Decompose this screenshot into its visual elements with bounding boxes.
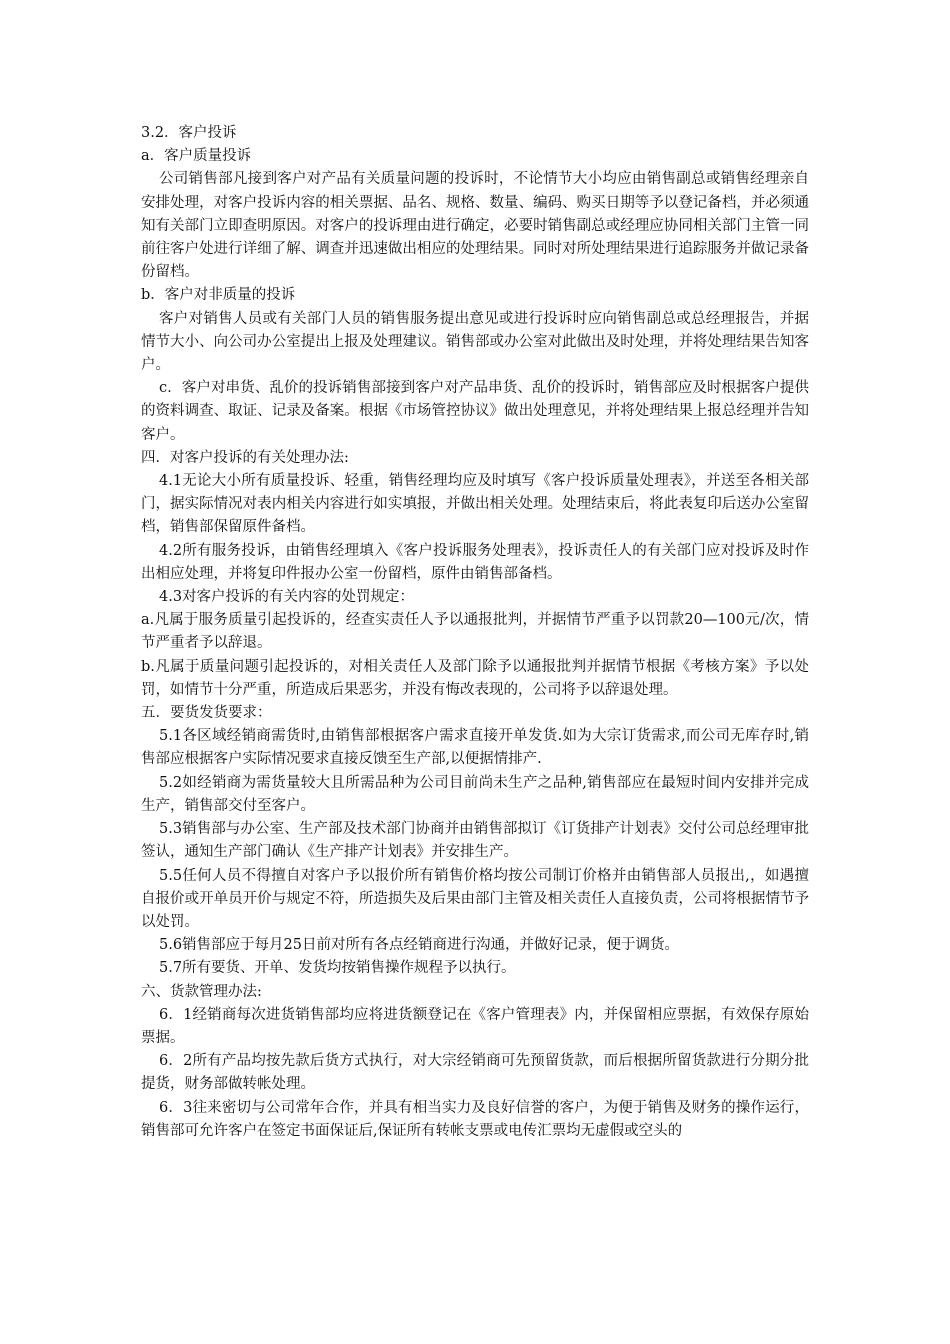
subheading-quality-complaint: a．客户质量投诉 xyxy=(141,148,252,165)
paragraph-4-3-b: b.凡属于质量问题引起投诉的，对相关责任人及部门除予以通报批判并据情节根据《考核方案》予以处罚，如情节十分严重，所造成后果恶劣，并没有悔改表现的，公司将予以辞退处理。 xyxy=(141,658,809,698)
subheading-non-quality-complaint: b．客户对非质量的投诉 xyxy=(141,287,296,304)
section-heading-5: 五．要货发货要求： xyxy=(141,705,272,722)
paragraph-4-2: 4.2所有服务投诉，由销售经理填入《客户投诉服务处理表》，投诉责任人的有关部门应对投诉及时作出相应处理，并将复印件报办公室一份留档，原件由销售部备档。 xyxy=(141,542,809,582)
paragraph-5-3: 5.3销售部与办公室、生产部及技术部门协商并由销售部拟订《订货排产计划表》交付公司总经理审批签认，通知生产部门确认《生产排产计划表》并安排生产。 xyxy=(141,821,809,861)
paragraph-5-1: 5.1各区域经销商需货时,由销售部根据客户需求直接开单发货.如为大宗订货需求,而公司无库存时,销售部应根据客户实际情况要求直接反馈至生产部,以便据情排产. xyxy=(141,728,809,768)
paragraph-non-quality-complaint: 客户对销售人员或有关部门人员的销售服务提出意见或进行投诉时应向销售副总或总经理报告，并据情节大小、向公司办公室提出上报及处理建议。销售部或办公室对此做出及时处理，并将处理结果告知客户。 xyxy=(141,310,809,374)
section-heading-3-2: 3.2．客户投诉 xyxy=(141,125,237,141)
section-heading-6: 六、货款管理办法: xyxy=(141,983,262,1000)
section-heading-4: 四．对客户投诉的有关处理办法: xyxy=(141,449,349,466)
paragraph-6-1: 6．1经销商每次进货销售部均应将进货额登记在《客户管理表》内，并保留相应票据，有效保存原始票据。 xyxy=(141,1006,809,1046)
paragraph-4-1: 4.1无论大小所有质量投诉、轻重，销售经理均应及时填写《客户投诉质量处理表》，并送至各相关部门，据实际情况对表内相关内容进行如实填报，并做出相关处理。处理结束后，将此表复印后送办公室留档，销售部保留原件备档。 xyxy=(141,473,809,536)
paragraph-5-2: 5.2如经销商为需货量较大且所需品种为公司目前尚未生产之品种,销售部应在最短时间内安排并完成生产，销售部交付至客户。 xyxy=(141,774,809,814)
paragraph-5-6: 5.6销售部应于每月25日前对所有各点经销商进行沟通，并做好记录，便于调货。 xyxy=(159,937,680,954)
paragraph-quality-complaint: 公司销售部凡接到客户对产品有关质量问题的投诉时，不论情节大小均应由销售副总或销售经理亲自安排处理，对客户投诉内容的相关票据、品名、规格、数量、编码、购买日期等予以登记备档，并必须通知有关部门立即查明原因。对客户的投诉理由进行确定，必要时销售副总或经理应协同相关部门主管一同前往客户处进行详细了解、调查并迅速做出相应的处理结果。同时对所处理结果进行追踪服务并做记录备份留档。 xyxy=(141,171,809,281)
paragraph-6-2: 6．2所有产品均按先款后货方式执行，对大宗经销商可先预留货款，而后根据所留货款进行分期分批提货，财务部做转帐处理。 xyxy=(141,1053,809,1093)
paragraph-price-complaint: c．客户对串货、乱价的投诉销售部接到客户对产品串货、乱价的投诉时，销售部应及时根据客户提供的资料调查、取证、记录及备案。根据《市场管控协议》做出处理意见，并将处理结果上报总经理并告知客户。 xyxy=(141,380,809,443)
paragraph-6-3: 6．3往来密切与公司常年合作，并具有相当实力及良好信誉的客户，为便于销售及财务的操作运行，销售部可允许客户在签定书面保证后,保证所有转帐支票或电传汇票均无虚假或空头的 xyxy=(141,1099,809,1139)
paragraph-4-3-a: a.凡属于服务质量引起投诉的，经查实责任人予以通报批判，并据情节严重予以罚款20—100元/次，情节严重者予以辞退。 xyxy=(141,612,809,652)
paragraph-5-7: 5.7所有要货、开单、发货均按销售操作规程予以执行。 xyxy=(159,960,516,977)
paragraph-4-3: 4.3对客户投诉的有关内容的处罚规定： xyxy=(159,589,415,606)
paragraph-5-5: 5.5任何人员不得擅自对客户予以报价所有销售价格均按公司制订价格并由销售部人员报出,，如遇擅自报价或开单员开价与规定不符，所造损失及后果由部门主管及相关责任人直接负责，公司将根据情节予以处罚。 xyxy=(141,867,809,930)
document-page xyxy=(141,122,809,1143)
